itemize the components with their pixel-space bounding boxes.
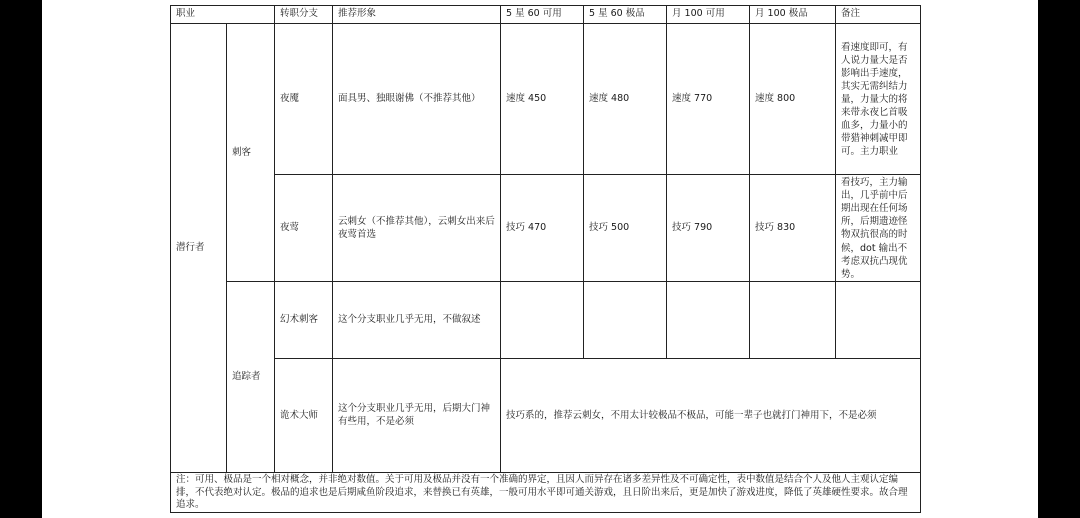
recommended-cell: 这个分支职业几乎无用，不做叙述 [333,281,501,358]
header-notes: 备注 [836,6,921,24]
notes-cell: 看技巧，主力输出，几乎前中后期出现在任何场所，后期遗迹怪物双抗很高的时候，dot 输出不考虑双抗凸现优势。 [836,175,921,282]
right-black-bar [1038,0,1080,518]
empty-cell [584,281,667,358]
empty-cell [836,281,921,358]
notes-cell: 看速度即可，有人说力量大是否影响出手速度，其实无需纠结力量，力量大的将来带永夜匕首吸血多，力量小的带猎神刺减甲即可。主力职业 [836,24,921,175]
star5-60-best-cell: 速度 480 [584,24,667,175]
star5-60-usable-cell: 速度 450 [501,24,584,175]
table-row [171,358,921,472]
header-row [171,6,921,24]
moon100-best-cell: 技巧 830 [750,175,836,282]
header-moon100-best: 月 100 极品 [750,6,836,24]
table-row [171,281,921,358]
table-row [171,175,921,282]
footer-note: 注：可用、极品是一个相对概念，并非绝对数值。关于可用及极品并没有一个准确的界定，且因人而异存在诸多差异性及不可确定性，表中数值是结合个人及他人主观认定编排，不代表绝对认定。极品的追求也是后期咸鱼阶段追求，来替换已有英雄，一般可用水平即可通关游戏，且日阶出来后，更是加快了游戏进度，降低了英雄硬性要求。故合理追求。 [171,472,921,512]
moon100-usable-cell: 速度 770 [667,24,750,175]
header-recommended: 推荐形象 [333,6,501,24]
empty-cell [501,281,584,358]
header-moon100-usable: 月 100 可用 [667,6,750,24]
merged-value-cell: 技巧系的，推荐云刺女，不用太计较极品不极品，可能一辈子也就打门神用下，不是必须 [501,358,921,472]
empty-cell [667,281,750,358]
empty-cell [750,281,836,358]
group-cell-assassin: 刺客 [227,24,275,282]
footer-row [171,472,921,512]
branch-cell: 幻术刺客 [275,281,333,358]
star5-60-best-cell: 技巧 500 [584,175,667,282]
header-career: 职业 [171,6,275,24]
recommended-cell: 面具男、独眼谢佛（不推荐其他） [333,24,501,175]
left-black-bar [0,0,42,518]
branch-cell: 夜莺 [275,175,333,282]
group-cell-tracker: 追踪者 [227,281,275,472]
branch-cell: 夜魇 [275,24,333,175]
recommended-cell: 这个分支职业几乎无用，后期大门神有些用，不是必须 [333,358,501,472]
table-row [171,24,921,175]
star5-60-usable-cell: 技巧 470 [501,175,584,282]
moon100-usable-cell: 技巧 790 [667,175,750,282]
header-star5-60-best: 5 星 60 极品 [584,6,667,24]
header-star5-60-usable: 5 星 60 可用 [501,6,584,24]
branch-cell: 诡术大师 [275,358,333,472]
recommended-cell: 云刺女（不推荐其他），云刺女出来后夜莺首选 [333,175,501,282]
career-cell: 潜行者 [171,24,227,473]
moon100-best-cell: 速度 800 [750,24,836,175]
header-branch: 转职分支 [275,6,333,24]
class-recommendation-table [170,5,921,513]
